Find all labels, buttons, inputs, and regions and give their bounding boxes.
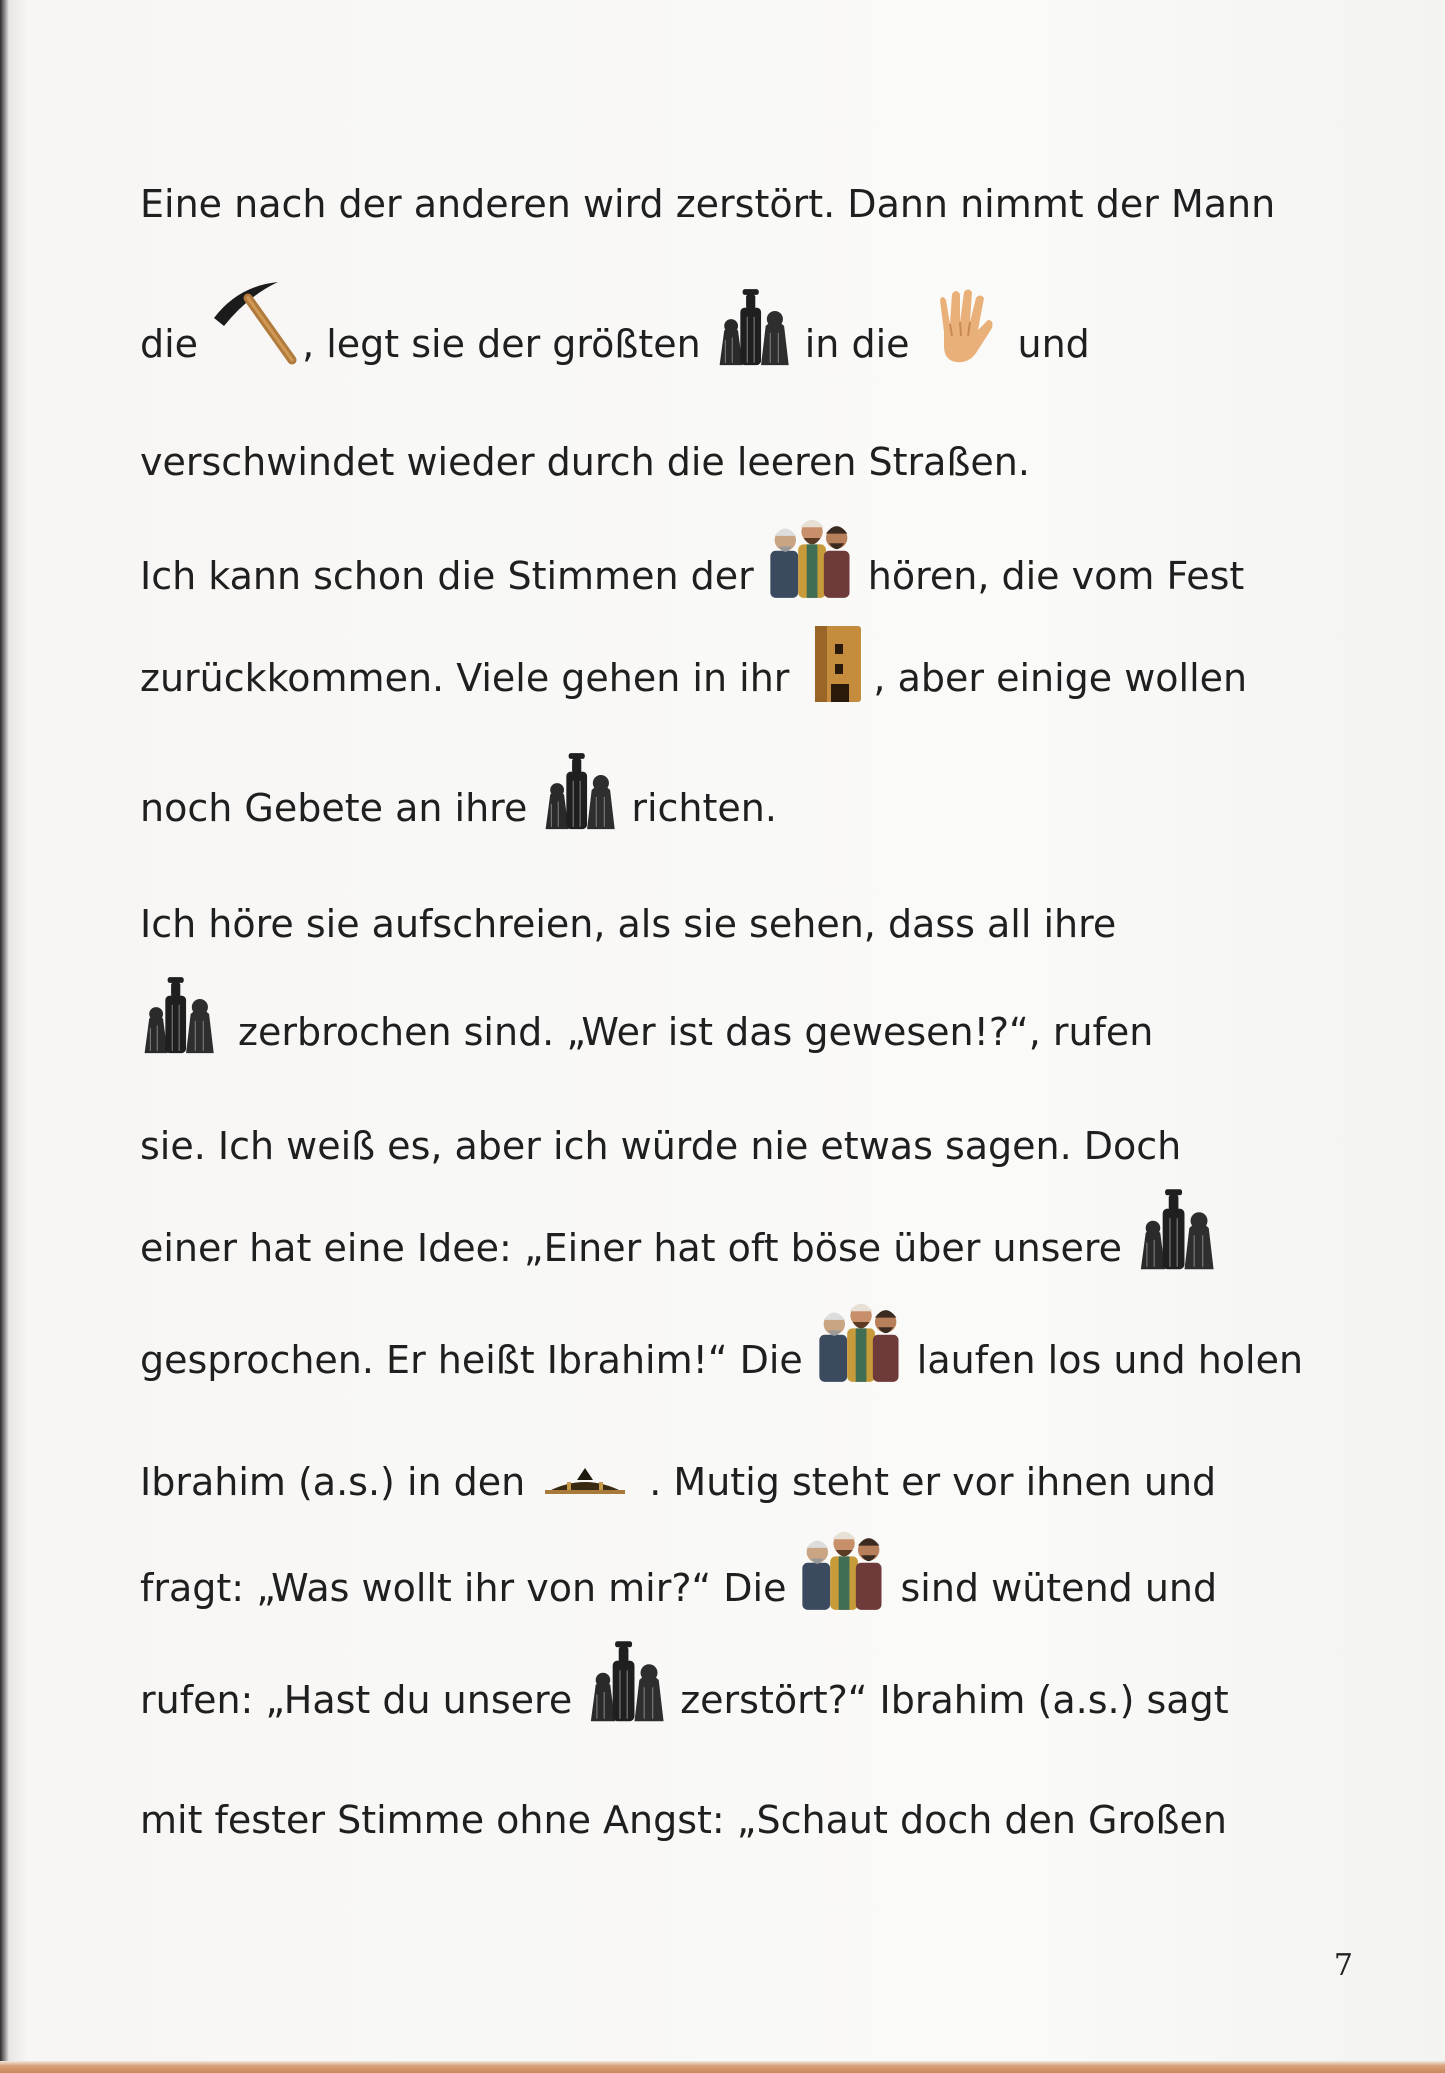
text-segment: die: [140, 322, 199, 366]
text-segment: richten.: [631, 786, 777, 830]
idols-icon: [140, 972, 216, 1056]
text-segment: Eine nach der anderen wird zerstört. Dann nimmt der Mann: [140, 182, 1276, 226]
text-segment: zurückkommen. Viele gehen in ihr: [140, 656, 790, 700]
text-segment: , legt sie der größten: [302, 322, 701, 366]
text-line-5: [140, 612, 1340, 702]
text-line-13: [140, 1504, 1340, 1612]
house-icon: [813, 622, 863, 702]
text-segment: Ibrahim (a.s.) in den: [140, 1460, 526, 1504]
people-icon: [800, 1520, 886, 1612]
idols-icon: [1136, 1184, 1216, 1272]
text-segment: laufen los und holen: [916, 1338, 1304, 1382]
text-line-1: [140, 148, 1340, 228]
text-segment: rufen: „Hast du unsere: [140, 1678, 573, 1722]
idols-icon: [541, 748, 617, 832]
text-line-6: [140, 742, 1340, 832]
people-icon: [768, 508, 854, 600]
text-segment: verschwindet wieder durch die leeren Straßen.: [140, 440, 1030, 484]
text-segment: , aber einige wollen: [873, 656, 1248, 700]
hand-icon: [934, 288, 996, 368]
text-segment: und: [1017, 322, 1090, 366]
text-segment: Ich kann schon die Stimmen der: [140, 554, 754, 598]
text-line-7: [140, 868, 1340, 948]
text-segment: gesprochen. Er heißt Ibrahim!“ Die: [140, 1338, 803, 1382]
temple-icon: [545, 1466, 625, 1496]
text-segment: Ich höre sie aufschreien, als sie sehen, dass all ihre: [140, 902, 1117, 946]
text-segment: mit fester Stimme ohne Angst: „Schaut doch den Großen: [140, 1798, 1227, 1842]
people-icon: [817, 1292, 903, 1384]
idols-icon: [715, 284, 791, 368]
text-line-3: [140, 406, 1340, 486]
text-segment: fragt: „Was wollt ihr von mir?“ Die: [140, 1566, 787, 1610]
text-line-10: [140, 1174, 1340, 1272]
text-segment: . Mutig steht er vor ihnen und: [649, 1460, 1217, 1504]
text-segment: noch Gebete an ihre: [140, 786, 528, 830]
text-segment: zerbrochen sind. „Wer ist das gewesen!?“, rufen: [238, 1010, 1154, 1054]
text-line-11: [140, 1280, 1340, 1384]
page-number: 7: [1333, 1948, 1353, 1983]
text-segment: einer hat eine Idee: „Einer hat oft böse über unsere: [140, 1226, 1123, 1270]
text-line-4: [140, 500, 1340, 600]
text-line-8: [140, 966, 1340, 1056]
axe-icon: [208, 278, 298, 368]
text-line-2: [140, 268, 1340, 368]
text-segment: zerstört?“ Ibrahim (a.s.) sagt: [680, 1678, 1229, 1722]
text-segment: sie. Ich weiß es, aber ich würde nie etwas sagen. Doch: [140, 1124, 1182, 1168]
text-line-14: [140, 1628, 1340, 1724]
idols-icon: [586, 1636, 666, 1724]
text-segment: sind wütend und: [900, 1566, 1218, 1610]
page-bottom-edge: [0, 2061, 1445, 2073]
text-line-15: [140, 1764, 1340, 1844]
text-segment: in die: [804, 322, 910, 366]
text-line-9: [140, 1090, 1340, 1170]
text-line-12: [140, 1422, 1340, 1506]
text-segment: hören, die vom Fest: [867, 554, 1245, 598]
